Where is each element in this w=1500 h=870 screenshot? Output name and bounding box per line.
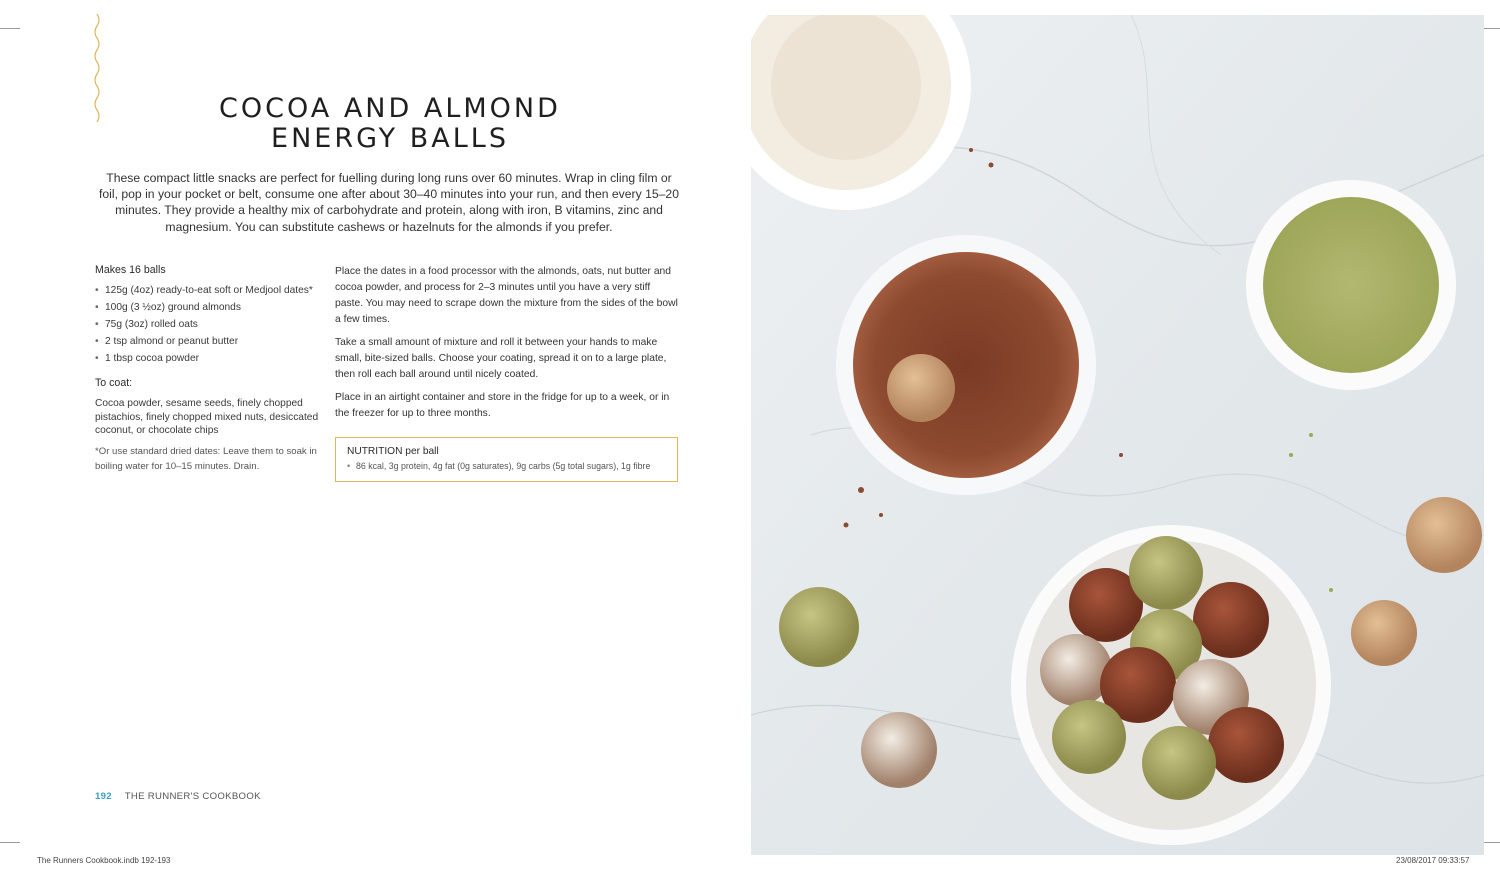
ingredient-item: • 2 tsp almond or peanut butter [95,333,323,350]
nutrition-text: • 86 kcal, 3g protein, 4g fat (0g saturates), 9g carbs (5g total sugars), 1g fibre [347,461,666,471]
page-number: 192 [95,791,112,802]
crop-mark [0,842,20,843]
ingredient-item: • 1 tbsp cocoa powder [95,350,323,367]
ingredients-list [95,282,323,367]
crop-mark [0,28,20,29]
print-slug-timestamp: 23/08/2017 09:33:57 [1396,856,1470,865]
coat-heading: To coat: [95,377,133,389]
recipe-intro: These compact little snacks are perfect for fuelling during long runs over 60 minutes. Wrap in cling film or foil, pop in your pocket or belt, consume one after about 30–40 minutes into your run, and then every 15–20 minutes. They provide a healthy mix of carbohydrate and protein, along with iron, B vitamins, zinc and magnesium. You can substitute cashews or hazelnuts for the almonds if you prefer. [99,171,679,234]
print-slug-file: The Runners Cookbook.indb 192-193 [37,856,171,865]
crop-mark [1482,842,1500,843]
recipe-title-line1: COCOA AND ALMOND [219,93,561,124]
ingredient-item: • 75g (3oz) rolled oats [95,316,323,333]
page-footer [95,791,261,802]
dates-note: *Or use standard dried dates: Leave them to soak in boiling water for 10–15 minutes. Drain. [95,445,317,472]
book-title: THE RUNNER'S COOKBOOK [124,791,261,802]
decorative-wavy-line [92,14,102,124]
coat-text: Cocoa powder, sesame seeds, finely chopped pistachios, finely chopped mixed nuts, desiccated coconut, or chocolate chips [95,398,319,436]
ingredient-item: • 100g (3 ½oz) ground almonds [95,299,323,316]
makes-label: Makes 16 balls [95,264,166,276]
nutrition-box [335,437,678,482]
method-step: Place the dates in a food processor with the almonds, oats, nut butter and cocoa powder, and process for 2–3 minutes until you have a very stiff paste. You may need to scrape down the mixture from the sides of the bowl a few times. [335,266,678,325]
method-step: Place in an airtight container and store in the fridge for up to a week, or in the freezer for up to three months. [335,392,670,419]
ingredient-item: • 125g (4oz) ready-to-eat soft or Medjool dates* [95,282,323,299]
method-step: Take a small amount of mixture and roll it between your hands to make small, bite-sized balls. Choose your coating, spread it on to a large plate, then roll each ball around until nicely coated. [335,337,667,380]
recipe-title-line2: ENERGY BALLS [271,123,509,154]
recipe-title [140,94,640,154]
method-column [335,264,681,429]
crop-mark [1482,28,1500,29]
ingredients-column [95,264,323,474]
nutrition-title: NUTRITION per ball [347,446,439,457]
energy-balls-photo [751,15,1484,855]
